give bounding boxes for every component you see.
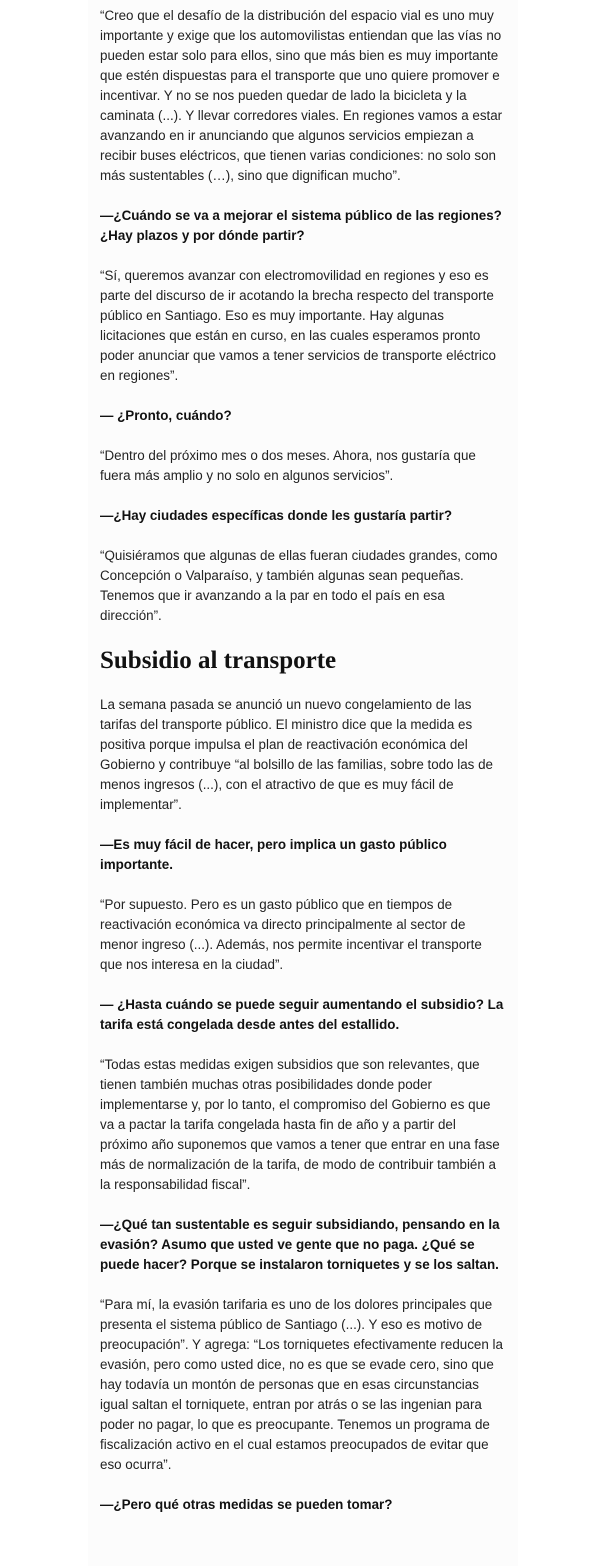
interview-question: —Es muy fácil de hacer, pero implica un gasto público importante. bbox=[100, 837, 447, 872]
answer-paragraph: “Para mí, la evasión tarifaria es uno de los dolores principales que presenta el sistema público de Santiago (...). Y eso es motivo de preocupación”. Y agrega: “Los torniquetes efectivamente reducen la evasión, pero como usted dice, no es que se evade cero, sino que hay todavía un montón de personas que en esas circunstancias igual saltan el torniquete, entran por atrás o se las ingenian para poder no pagar, lo que es preocupante. Tenemos un programa de fiscalización activo en el cual estamos preocupados de evitar que eso ocurra”. bbox=[100, 1297, 503, 1472]
answer-paragraph: “Creo que el desafío de la distribución del espacio vial es uno muy importante y exige que los automovilistas entiendan que las vías no pueden estar solo para ellos, sino que más bien es muy importante que estén dispuestas para el transporte que uno quiere promover e incentivar. Y no se nos pueden quedar de lado la bicicleta y la caminata (...). Y llevar corredores viales. En regiones vamos a estar avanzando en ir anunciando que algunos servicios empiezan a recibir buses eléctricos, que tienen varias condiciones: no solo son más sustentables (…), sino que dignifican mucho”. bbox=[100, 8, 503, 183]
answer-paragraph: “Sí, queremos avanzar con electromovilidad en regiones y eso es parte del discurso de ir acotando la brecha respecto del transporte público en Santiago. Eso es muy importante. Hay algunas licitaciones que están en curso, en las cuales esperamos pronto poder anunciar que vamos a tener servicios de transporte eléctrico en regiones”. bbox=[100, 268, 496, 383]
section-heading: Subsidio al transporte bbox=[100, 647, 337, 674]
answer-paragraph: “Quisiéramos que algunas de ellas fueran ciudades grandes, como Concepción o Valparaíso, y también algunas sean pequeñas. Tenemos que ir avanzando a la par en todo el país en esa dirección”. bbox=[100, 548, 498, 623]
interview-question: — ¿Pronto, cuándo? bbox=[100, 408, 232, 423]
answer-paragraph: “Dentro del próximo mes o dos meses. Ahora, nos gustaría que fuera más amplio y no solo en algunos servicios”. bbox=[100, 448, 476, 483]
answer-paragraph: “Por supuesto. Pero es un gasto público que en tiempos de reactivación económica va directo principalmente al sector de menor ingreso (...). Además, nos permite incentivar el transporte que nos interesa en la ciudad”. bbox=[100, 897, 482, 972]
answer-paragraph: “Todas estas medidas exigen subsidios que son relevantes, que tienen también muchas otras posibilidades donde poder implementarse y, por lo tanto, el compromiso del Gobierno es que va a pactar la tarifa congelada hasta fin de año y a partir del próximo año suponemos que vamos a tener que entrar en una fase más de normalización de la tarifa, de modo de contribuir también a la responsabilidad fiscal”. bbox=[100, 1057, 500, 1192]
interview-question: —¿Qué tan sustentable es seguir subsidiando, pensando en la evasión? Asumo que usted ve gente que no paga. ¿Qué se puede hacer? Porque se instalaron torniquetes y se los saltan. bbox=[100, 1217, 500, 1272]
interview-question: —¿Hay ciudades específicas donde les gustaría partir? bbox=[100, 508, 452, 523]
interview-question: — ¿Hasta cuándo se puede seguir aumentando el subsidio? La tarifa está congelada desde antes del estallido. bbox=[100, 997, 504, 1032]
interview-question: —¿Pero qué otras medidas se pueden tomar? bbox=[100, 1497, 393, 1512]
article-body bbox=[88, 0, 518, 1566]
interview-question: —¿Cuándo se va a mejorar el sistema público de las regiones? ¿Hay plazos y por dónde partir? bbox=[100, 208, 502, 243]
intro-paragraph: La semana pasada se anunció un nuevo congelamiento de las tarifas del transporte público. El ministro dice que la medida es positiva porque impulsa el plan de reactivación económica del Gobierno y contribuye “al bolsillo de las familias, sobre todo las de menos ingresos (...), con el atractivo de que es muy fácil de implementar”. bbox=[100, 697, 493, 812]
